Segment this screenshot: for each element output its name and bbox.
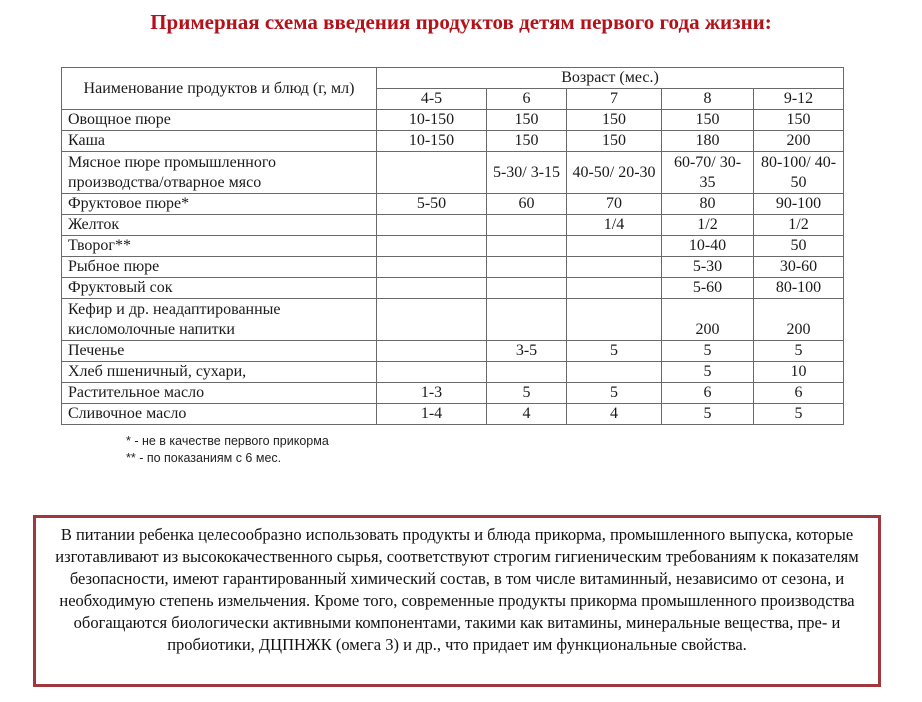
age-value-cell <box>377 257 487 278</box>
age-value-cell: 80-100/ 40-50 <box>754 152 844 194</box>
feeding-schedule-table <box>61 67 844 425</box>
age-column-header: 8 <box>662 89 754 110</box>
age-value-cell <box>377 215 487 236</box>
age-value-cell: 150 <box>487 110 567 131</box>
age-value-cell: 1/2 <box>754 215 844 236</box>
age-column-header: 6 <box>487 89 567 110</box>
footnote-first-feeding: * - не в качестве первого прикорма <box>126 434 329 448</box>
age-value-cell: 4 <box>567 404 662 425</box>
product-name: Желток <box>62 215 377 236</box>
age-value-cell: 200 <box>754 299 844 341</box>
age-value-cell: 6 <box>754 383 844 404</box>
age-value-cell <box>567 257 662 278</box>
age-value-cell <box>377 362 487 383</box>
age-value-cell <box>487 362 567 383</box>
table-row <box>62 194 844 215</box>
age-value-cell: 6 <box>662 383 754 404</box>
footnotes <box>126 433 329 467</box>
footnote-indications: ** - по показаниям с 6 мес. <box>126 451 282 465</box>
product-name: Рыбное пюре <box>62 257 377 278</box>
age-value-cell: 10-150 <box>377 131 487 152</box>
age-value-cell <box>377 341 487 362</box>
table-row <box>62 215 844 236</box>
age-value-cell: 30-60 <box>754 257 844 278</box>
table-row <box>62 362 844 383</box>
age-value-cell <box>487 257 567 278</box>
age-value-cell: 5 <box>754 341 844 362</box>
age-value-cell: 10 <box>754 362 844 383</box>
table-row <box>62 131 844 152</box>
product-name: Фруктовый сок <box>62 278 377 299</box>
age-value-cell: 180 <box>662 131 754 152</box>
age-value-cell: 5 <box>487 383 567 404</box>
age-value-cell: 5 <box>567 341 662 362</box>
age-value-cell: 60 <box>487 194 567 215</box>
age-column-header: 9-12 <box>754 89 844 110</box>
age-value-cell <box>377 152 487 194</box>
age-column-header: 4-5 <box>377 89 487 110</box>
table-row <box>62 110 844 131</box>
product-name: Каша <box>62 131 377 152</box>
table-row <box>62 152 844 194</box>
product-name: Мясное пюре промышленного производства/отварное мясо <box>62 152 377 194</box>
table-row <box>62 257 844 278</box>
age-value-cell <box>377 236 487 257</box>
age-value-cell: 50 <box>754 236 844 257</box>
age-value-cell: 5 <box>662 341 754 362</box>
age-value-cell: 5-30 <box>662 257 754 278</box>
age-value-cell: 200 <box>754 131 844 152</box>
age-value-cell <box>567 299 662 341</box>
product-name: Фруктовое пюре* <box>62 194 377 215</box>
age-value-cell <box>377 299 487 341</box>
age-value-cell: 200 <box>662 299 754 341</box>
product-name: Хлеб пшеничный, сухари, <box>62 362 377 383</box>
product-name: Сливочное масло <box>62 404 377 425</box>
age-value-cell: 1-4 <box>377 404 487 425</box>
age-value-cell: 150 <box>567 131 662 152</box>
age-value-cell <box>487 236 567 257</box>
age-value-cell: 5-50 <box>377 194 487 215</box>
table-row <box>62 341 844 362</box>
age-value-cell <box>377 278 487 299</box>
age-value-cell: 150 <box>487 131 567 152</box>
age-value-cell <box>567 278 662 299</box>
age-value-cell <box>567 362 662 383</box>
age-value-cell: 90-100 <box>754 194 844 215</box>
age-value-cell <box>487 215 567 236</box>
age-header: Возраст (мес.) <box>377 68 844 89</box>
info-box <box>33 515 881 687</box>
age-value-cell <box>567 236 662 257</box>
age-value-cell: 5-60 <box>662 278 754 299</box>
age-value-cell: 60-70/ 30-35 <box>662 152 754 194</box>
age-value-cell: 5 <box>567 383 662 404</box>
table-row <box>62 299 844 341</box>
age-value-cell <box>487 299 567 341</box>
age-value-cell: 5 <box>754 404 844 425</box>
age-value-cell: 1/4 <box>567 215 662 236</box>
age-value-cell: 1/2 <box>662 215 754 236</box>
product-name: Растительное масло <box>62 383 377 404</box>
age-value-cell: 150 <box>567 110 662 131</box>
age-value-cell: 3-5 <box>487 341 567 362</box>
age-value-cell: 40-50/ 20-30 <box>567 152 662 194</box>
product-name: Печенье <box>62 341 377 362</box>
age-value-cell: 5 <box>662 362 754 383</box>
age-value-cell: 4 <box>487 404 567 425</box>
age-value-cell: 70 <box>567 194 662 215</box>
info-text: В питании ребенка целесообразно использовать продукты и блюда прикорма, промышленного выпуска, которые изготавливают из высококачественного сырья, соответствуют строгим гигиеническим требованиям к показателям безопасности, имеют гарантированный химический состав, в том числе витаминный, независимо от сезона, и необходимую степень измельчения. Кроме того, современные продукты прикорма промышленного производства обогащаются биологически активными компонентами, такими как витамины, минеральные вещества, пре- и пробиотики, ДЦПНЖК (омега 3) и др., что придает им функциональные свойства. <box>55 525 859 654</box>
age-value-cell: 80-100 <box>754 278 844 299</box>
age-value-cell: 150 <box>662 110 754 131</box>
age-value-cell: 10-150 <box>377 110 487 131</box>
age-value-cell: 10-40 <box>662 236 754 257</box>
table-row <box>62 278 844 299</box>
age-value-cell: 5 <box>662 404 754 425</box>
page-title: Примерная схема введения продуктов детям первого года жизни: <box>150 10 772 34</box>
table-row <box>62 236 844 257</box>
age-value-cell <box>487 278 567 299</box>
product-name-header: Наименование продуктов и блюд (г, мл) <box>62 68 377 110</box>
product-name: Творог** <box>62 236 377 257</box>
table-row <box>62 383 844 404</box>
age-column-header: 7 <box>567 89 662 110</box>
product-name: Кефир и др. неадаптированные кисломолочные напитки <box>62 299 377 341</box>
product-name: Овощное пюре <box>62 110 377 131</box>
table-row <box>62 404 844 425</box>
age-value-cell: 1-3 <box>377 383 487 404</box>
age-value-cell: 5-30/ 3-15 <box>487 152 567 194</box>
age-value-cell: 80 <box>662 194 754 215</box>
age-value-cell: 150 <box>754 110 844 131</box>
